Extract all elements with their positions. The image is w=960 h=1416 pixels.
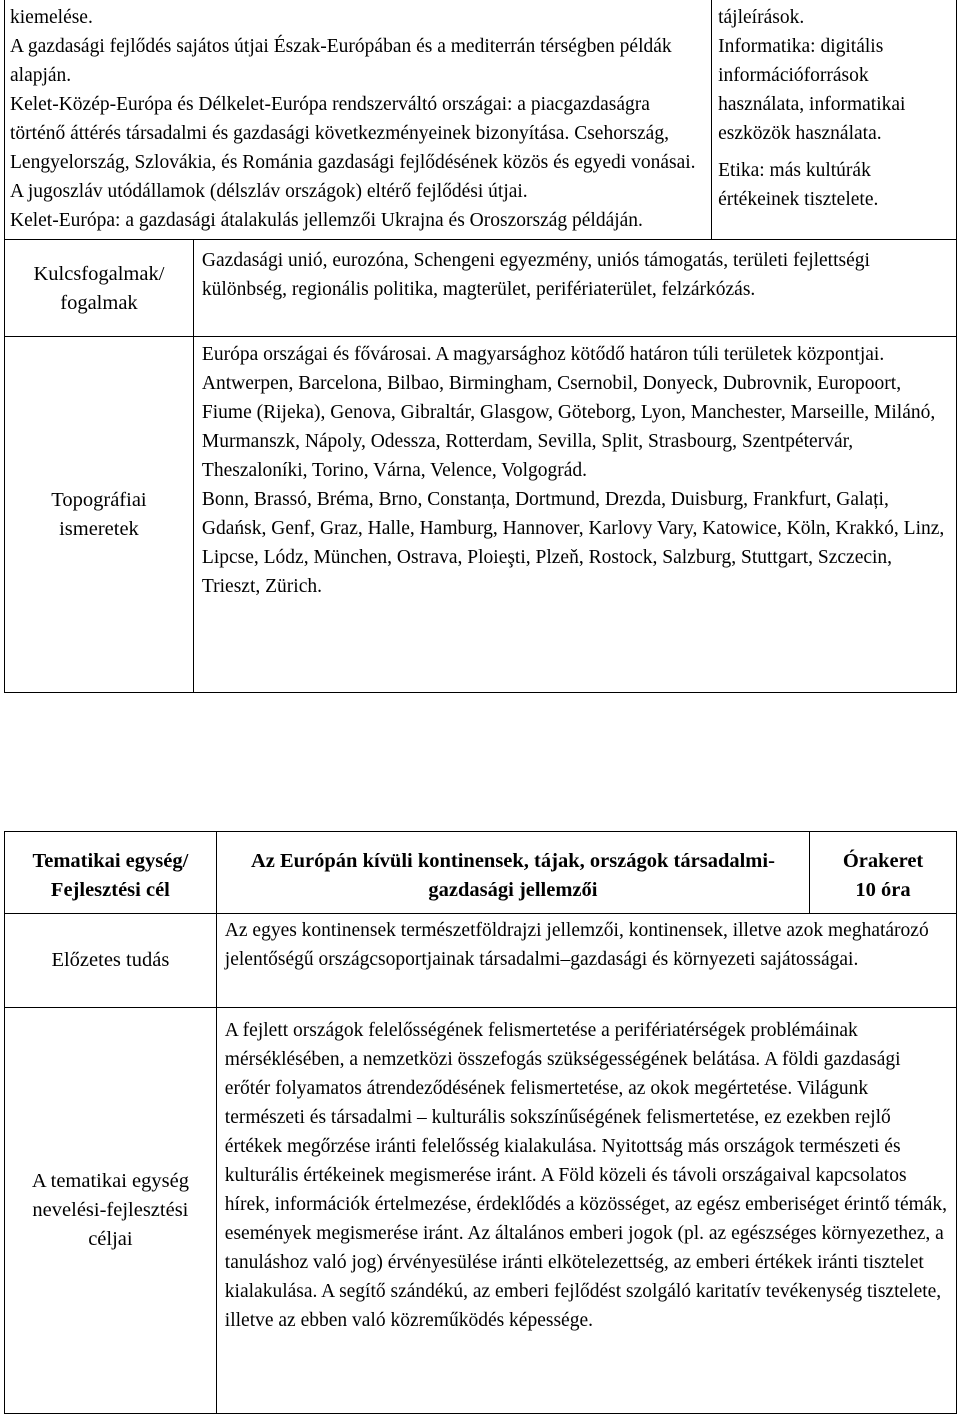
content-paragraph: Kelet-Európa: a gazdasági átalakulás jellemzői Ukrajna és Oroszország példáján. (10, 210, 643, 231)
development-goals-text: A fejlett országok felelősségének felismertetése a perifériatérségek problémáinak mérséklésében, a nemzetközi összefogás szükségességének belátása. A földi gazdasági erőtér folyamatos átrendeződésének felismertetése, az okok megértetése. Világunk természeti és társadalmi – kulturális sokszínűségének felismertetése, ez ezekben rejlő értékek megőrzése iránti felelősség kialakulása. Nyitottság más országok természeti és kulturális értékeinek megismerése iránt. A Föld közeli és távoli országaival kapcsolatos hírek, információk értelmezése, érdeklődés a közösséget, az egész emberiséget érintő témák, események megismerése iránt. Az általános emberi jogok (pl. az egészséges környezethez, a tanuláshoz való jog) érvényesülése iránti elkötelezettség, az emberi értékek iránti tisztelet kialakulása. A segítő szándékú, az emberi fejlődést szolgáló karitatív tevékenység tisztelete, illetve az ebben való közreműködés képessége. (224, 1020, 948, 1331)
connections-paragraph: tájleírások. (718, 7, 805, 28)
topography-paragraph: Európa országai és fővárosai. A magyarsághoz kötődő határon túli területek központjai. (201, 344, 885, 365)
content-continuation-cell (5, 0, 712, 240)
connections-continuation-text (718, 3, 950, 214)
hours-label: Órakeret (842, 850, 924, 872)
key-concepts-label: Kulcsfogalmak/ fogalmak (33, 263, 165, 314)
topography-text-cell (193, 337, 956, 693)
prior-knowledge-label: Előzetes tudás (51, 949, 170, 971)
content-paragraph: Kelet-Közép-Európa és Délkelet-Európa rendszerváltó országai: a piacgazdaságra történő áttérés társadalmi és gazdasági következményeinek bizonyítása. Csehország, Lengyelország, Szlovákia, és Románia gazdasági fejlődésének közös és egyedi vonásai. A jugoszláv utódállamok (délszláv országok) eltérő fejlődési útjai. (10, 94, 696, 202)
topography-paragraph: Antwerpen, Barcelona, Bilbao, Birmingham, Csernobil, Donyeck, Dubrovnik, Europoort, Fiume (Rijeka), Genova, Gibraltár, Glasgow, Göteborg, Lyon, Manchester, Marseille, Milánó, Murmanszk, Nápoly, Odessza, Rotterdam, Sevilla, Split, Strasbourg, Szentpétervár, Theszaloníki, Torino, Várna, Velence, Volgográd. (201, 373, 936, 481)
connections-paragraph: Etika: más kultúrák értékeinek tisztelete. (718, 160, 879, 210)
connections-paragraph: Informatika: digitális információforrások használata, informatikai eszközök használata. (718, 36, 906, 144)
hours-cell (810, 832, 957, 914)
content-paragraph: kiemelése. (10, 7, 93, 28)
prior-knowledge-label-cell (5, 914, 217, 1008)
topography-label-cell (5, 337, 194, 693)
unit-label-cell (5, 832, 217, 914)
key-concepts-label-cell (5, 240, 194, 337)
topography-label: Topográfiai ismeretek (51, 488, 147, 540)
prior-knowledge-text: Az egyes kontinensek természetföldrajzi jellemzői, kontinensek, illetve azok meghatározó jelentőségű országcsoportjainak társadalmi–gazdasági és környezeti sajátosságai. (224, 920, 929, 970)
connections-continuation-cell (712, 0, 957, 240)
unit-title: Az Európán kívüli kontinensek, tájak, országok társadalmi-gazdasági jellemzői (250, 850, 775, 901)
development-goals-label-cell (5, 1008, 217, 1414)
content-paragraph: A gazdasági fejlődés sajátos útjai Észak-Európában és a mediterrán térségben példák alapján. (10, 36, 672, 86)
development-goals-label: A tematikai egység nevelési-fejlesztési céljai (31, 1170, 189, 1250)
curriculum-table-upper (4, 0, 957, 693)
prior-knowledge-text-cell (216, 914, 956, 1008)
curriculum-table-lower (4, 831, 957, 1414)
unit-title-cell (216, 832, 809, 914)
development-goals-text-cell (216, 1008, 956, 1414)
topography-paragraph: Bonn, Brassó, Bréma, Brno, Constanța, Dortmund, Drezda, Duisburg, Frankfurt, Galați, Gdańsk, Genf, Graz, Halle, Hamburg, Hannover, Karlovy Vary, Katowice, Köln, Krakkó, Linz, Lipcse, Lódz, München, Ostrava, Ploieşti, Plzeň, Rostock, Salzburg, Stuttgart, Szczecin, Trieszt, Zürich. (201, 489, 945, 597)
hours-value: 10 óra (855, 879, 911, 901)
topography-text (202, 340, 948, 601)
content-continuation-text (10, 3, 707, 235)
key-concepts-text: Gazdasági unió, eurozóna, Schengeni egyezmény, uniós támogatás, területi fejlettségi különbség, regionális politika, magterület, perifériaterület, felzárkózás. (201, 250, 870, 300)
unit-label: Tematikai egység/ Fejlesztési cél (32, 850, 189, 901)
key-concepts-text-cell (193, 240, 956, 337)
